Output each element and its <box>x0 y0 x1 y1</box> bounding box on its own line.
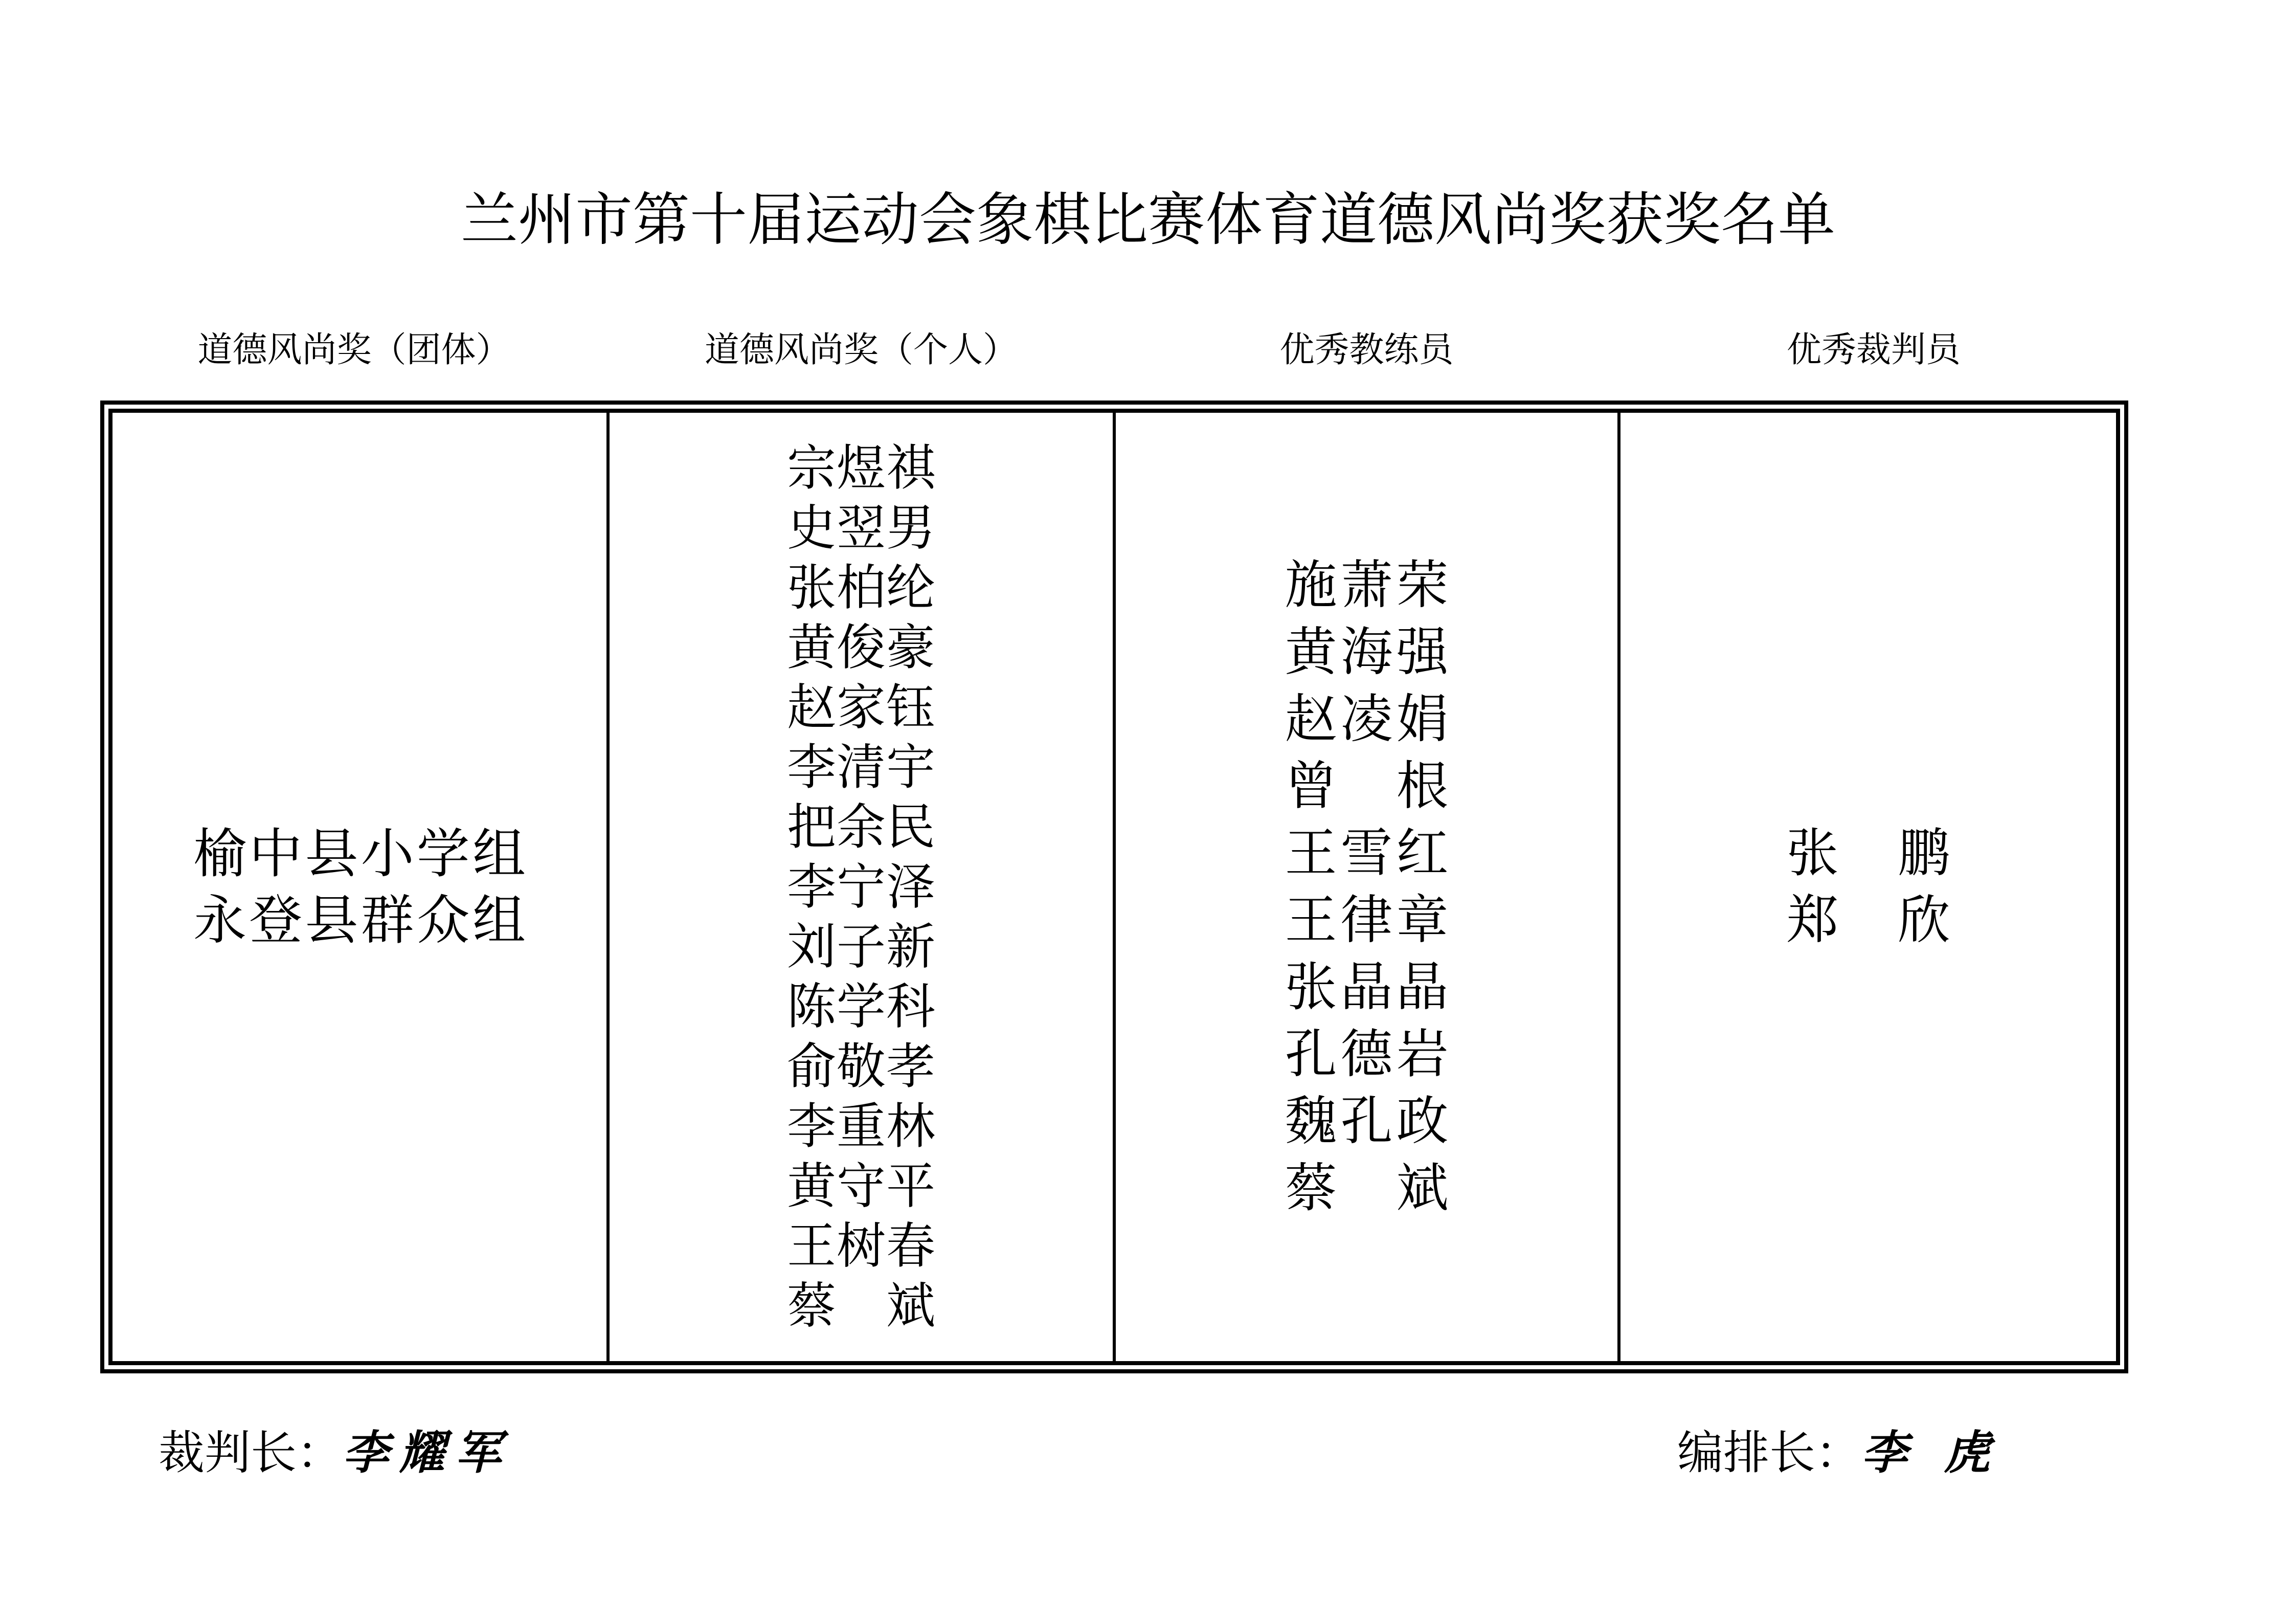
list-item: 孔德岩 <box>1285 1024 1449 1085</box>
list-item: 宗煜祺 <box>787 439 935 497</box>
list-item: 魏孔政 <box>1285 1091 1449 1152</box>
header-individual-award: 道德风尚奖（个人） <box>704 330 1018 370</box>
list-item: 永登县群众组 <box>193 889 526 951</box>
list-item: 黄守平 <box>787 1157 935 1215</box>
list-item: 张柏纶 <box>787 559 935 616</box>
list-item: 李宁泽 <box>787 858 935 916</box>
scheduler-label: 编排长： <box>1677 1426 1861 1480</box>
list-item: 王树春 <box>787 1217 935 1275</box>
referees-cell <box>1620 413 2116 1361</box>
list-item: 赵家钰 <box>787 678 935 736</box>
list-item: 张 鹏 <box>1786 823 1950 884</box>
header-team-award: 道德风尚奖（团体） <box>197 330 511 370</box>
list-item: 王律章 <box>1285 890 1449 951</box>
list-item: 张晶晶 <box>1285 957 1449 1018</box>
list-item: 榆中县小学组 <box>193 822 526 885</box>
chief-referee-signature: 李耀军 <box>343 1426 511 1480</box>
list-item: 刘子新 <box>787 918 935 975</box>
page-title: 兰州市第十届运动会象棋比赛体育道德风尚奖获奖名单 <box>461 187 1835 253</box>
list-item: 郑 欣 <box>1786 890 1950 951</box>
list-item: 王雪红 <box>1285 823 1449 884</box>
list-item: 李清宇 <box>787 738 935 796</box>
scheduler <box>1677 1425 2000 1481</box>
individual-award-cell <box>610 413 1113 1361</box>
list-item: 蔡 斌 <box>787 1277 935 1334</box>
scheduler-signature: 李 虎 <box>1861 1426 2000 1480</box>
chief-referee <box>159 1425 511 1481</box>
header-referees: 优秀裁判员 <box>1786 330 1961 370</box>
list-item: 把余民 <box>787 798 935 856</box>
list-item: 俞敬孝 <box>787 1037 935 1095</box>
team-award-cell <box>112 413 606 1361</box>
list-item: 赵凌娟 <box>1285 689 1449 750</box>
award-table <box>100 401 2128 1373</box>
list-item: 蔡 斌 <box>1285 1158 1449 1219</box>
list-item: 黄俊豪 <box>787 618 935 676</box>
chief-referee-label: 裁判长： <box>159 1426 343 1480</box>
list-item: 施萧荣 <box>1285 555 1449 616</box>
list-item: 史翌男 <box>787 499 935 557</box>
list-item: 黄海强 <box>1285 622 1449 683</box>
list-item: 曾 根 <box>1285 756 1449 817</box>
coaches-cell <box>1116 413 1617 1361</box>
list-item: 陈学科 <box>787 977 935 1035</box>
list-item: 李重林 <box>787 1097 935 1155</box>
header-coaches: 优秀教练员 <box>1279 330 1454 370</box>
